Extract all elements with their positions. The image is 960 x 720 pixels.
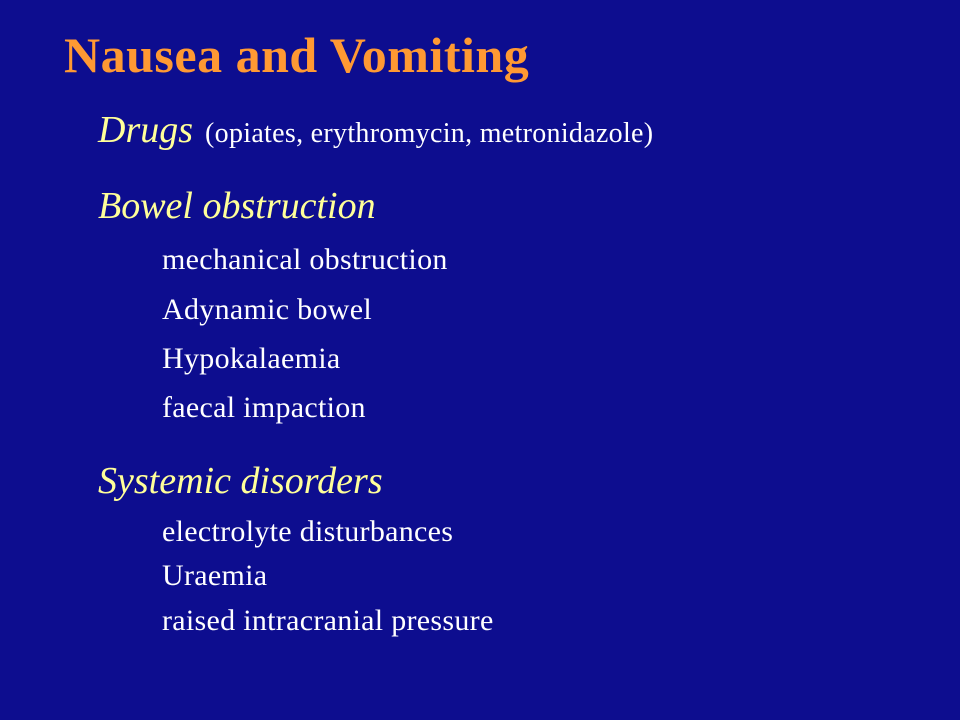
section-heading-label: Drugs [98, 109, 194, 151]
list-item: electrolyte disturbances [162, 515, 454, 548]
section-heading-systemic-disorders: Systemic disorders [98, 460, 383, 502]
list-item: raised intracranial pressure [162, 604, 494, 637]
list-item: Adynamic bowel [162, 293, 372, 326]
section-heading-bowel-obstruction: Bowel obstruction [98, 185, 376, 227]
list-item: faecal impaction [162, 391, 366, 424]
drugs-note: (opiates, erythromycin, metronidazole) [205, 118, 654, 149]
list-item: mechanical obstruction [162, 243, 448, 276]
section-heading-drugs [98, 108, 653, 152]
slide-title: Nausea and Vomiting [64, 27, 530, 83]
list-item: Uraemia [162, 559, 268, 592]
list-item: Hypokalaemia [162, 342, 341, 375]
